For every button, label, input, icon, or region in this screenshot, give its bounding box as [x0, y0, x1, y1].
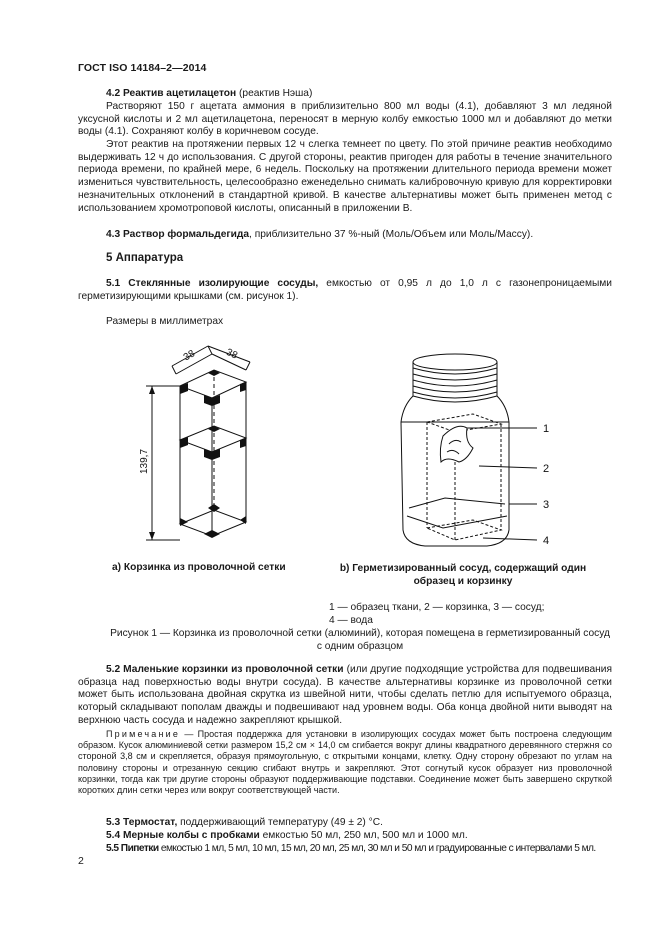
section-5-title: 5 Аппаратура: [106, 252, 184, 264]
section-5-4-text: емкостью 50 мл, 250 мл, 500 мл и 1000 мл.: [259, 830, 468, 841]
section-5-4: [78, 830, 612, 843]
callout-1: 1: [543, 423, 550, 435]
section-4-2-paragraph-1: Растворяют 150 г ацетата аммония в приблизительно 800 мл воды (4.1), добавляют 3 мл ледяной уксусной кислоты и 2 мл ацетилацетона, переносят в мерную колбу емкостью 1000 мл и добавляют до метки воды (4.1). Сохраняют колбу в коричневом сосуде.: [78, 101, 612, 138]
figure-basket: [140, 336, 265, 561]
basket-drawing: [140, 336, 265, 556]
section-5-5: [78, 843, 612, 856]
note-label: Примечание: [106, 729, 181, 739]
section-5-2-text: (или другие подходящие устройства для подвешивания образца над поверхностью воды внутри сосуда). В качестве альтернативы корзинке из проволочной сетки может быть использована двойная скрутка из швейной нити, чтобы сделать петлю для испытуемого образца, который складывают пополам дважды и подвешивают над уровнем воды. Оба конца двойной нити выводят на верхнюю часть сосуда и надежно закрепляют крышкой.: [78, 664, 612, 726]
section-4-2-title: 4.2 Реактив ацетилацетон: [106, 88, 237, 99]
dim-width-2-label: 38: [224, 346, 239, 362]
section-5-5-title: 5.5 Пипетки: [106, 843, 159, 854]
callout-4: 4: [543, 535, 550, 547]
jar-drawing: [395, 352, 565, 552]
note-paragraph: [78, 729, 612, 796]
section-5-2-title: 5.2 Маленькие корзинки из проволочной сетки: [106, 664, 344, 675]
section-4-3: [78, 229, 612, 242]
section-5-1-title: 5.1 Стеклянные изолирующие сосуды,: [106, 278, 319, 289]
section-5-3-text: поддерживающий температуру (49 ± 2) °С.: [177, 817, 383, 828]
section-5-4-title: 5.4 Мерные колбы с пробками: [106, 830, 260, 841]
note-text: — Простая поддержка для установки в изолирующих сосудах может быть построена следующим образом. Кусок алюминиевой сетки размером 15,2 см × 14,0 см сгибается вокруг длины квадратного деревянного стержня со стороной 3,8 см и скрепляется, образуя прямоугольную, с открытыми концами, клетку. Одну сторону обрезают по углам на половину стороны и отрезанную секцию сгибают внутрь и закрепляют. Этот согнутый кусок образует низ проволочной корзинки, тогда как три другие стороны образуют поддерживающие подставки. Соединение может быть завершено скруткой коротких длин сетки через или вокруг соответствующей части.: [78, 729, 612, 796]
section-5-1-text: емкостью от 0,95 л до 1,0 л с газонепроницаемыми герметизирующими крышками (см. рисунок 1).: [78, 278, 612, 302]
section-4-3-text: , приблизительно 37 %-ный (Моль/Объем или Моль/Массу).: [249, 229, 534, 240]
section-5-3: [78, 817, 612, 830]
dim-width-1-label: 38: [181, 348, 197, 364]
figure-title: Рисунок 1 — Корзинка из проволочной сетки (алюминий), которая помещена в герметизированный сосуд с одним образцом: [110, 628, 610, 652]
section-5-3-title: 5.3 Термостат,: [106, 817, 178, 828]
dimensions-note: Размеры в миллиметрах: [106, 316, 224, 327]
figure-caption-a: a) Корзинка из проволочной сетки: [112, 562, 286, 573]
callout-2: 2: [543, 463, 550, 475]
figure-legend-line-2: 4 — вода: [329, 615, 373, 626]
section-5-2: [78, 664, 612, 728]
section-4-2-heading: [78, 88, 612, 101]
section-4-2-title-rest: (реактив Нэша): [236, 88, 313, 99]
dim-height-label: 139,7: [140, 448, 150, 474]
standard-header: ГОСТ ISO 14184–2—2014: [78, 62, 207, 74]
figure-legend-line-1: 1 — образец ткани, 2 — корзинка, 3 — сосуд;: [329, 602, 545, 613]
page-number: 2: [78, 855, 84, 867]
figure-jar: [395, 352, 565, 557]
section-4-3-title: 4.3 Раствор формальдегида: [106, 229, 250, 240]
callout-3: 3: [543, 499, 550, 511]
figure-caption-b: b) Герметизированный сосуд, содержащий один образец и корзинку: [339, 563, 587, 587]
figure-legend: [329, 601, 544, 627]
section-5-5-text: емкостью 1 мл, 5 мл, 10 мл, 15 мл, 20 мл, 25 мл, 30 мл и 50 мл и градуированные с интервалами 5 мл.: [158, 843, 596, 854]
section-5-1: [78, 278, 612, 303]
section-4-2-paragraph-2: Этот реактив на протяжении первых 12 ч слегка темнеет по цвету. По этой причине реактив необходимо выдерживать 12 ч до использования. С другой стороны, реактив пригоден для работы в течение значительного периода времени, по крайней мере, 6 недель. Поскольку на протяжении длительного периода времени может измениться чувствительность, целесообразно еженедельно снимать калибровочную кривую для корректировки незначительных отклонений в стандартной кривой. В качестве альтернативы может быть применен метод с использованием хромотроповой кислоты, описанный в приложении В.: [78, 139, 612, 214]
